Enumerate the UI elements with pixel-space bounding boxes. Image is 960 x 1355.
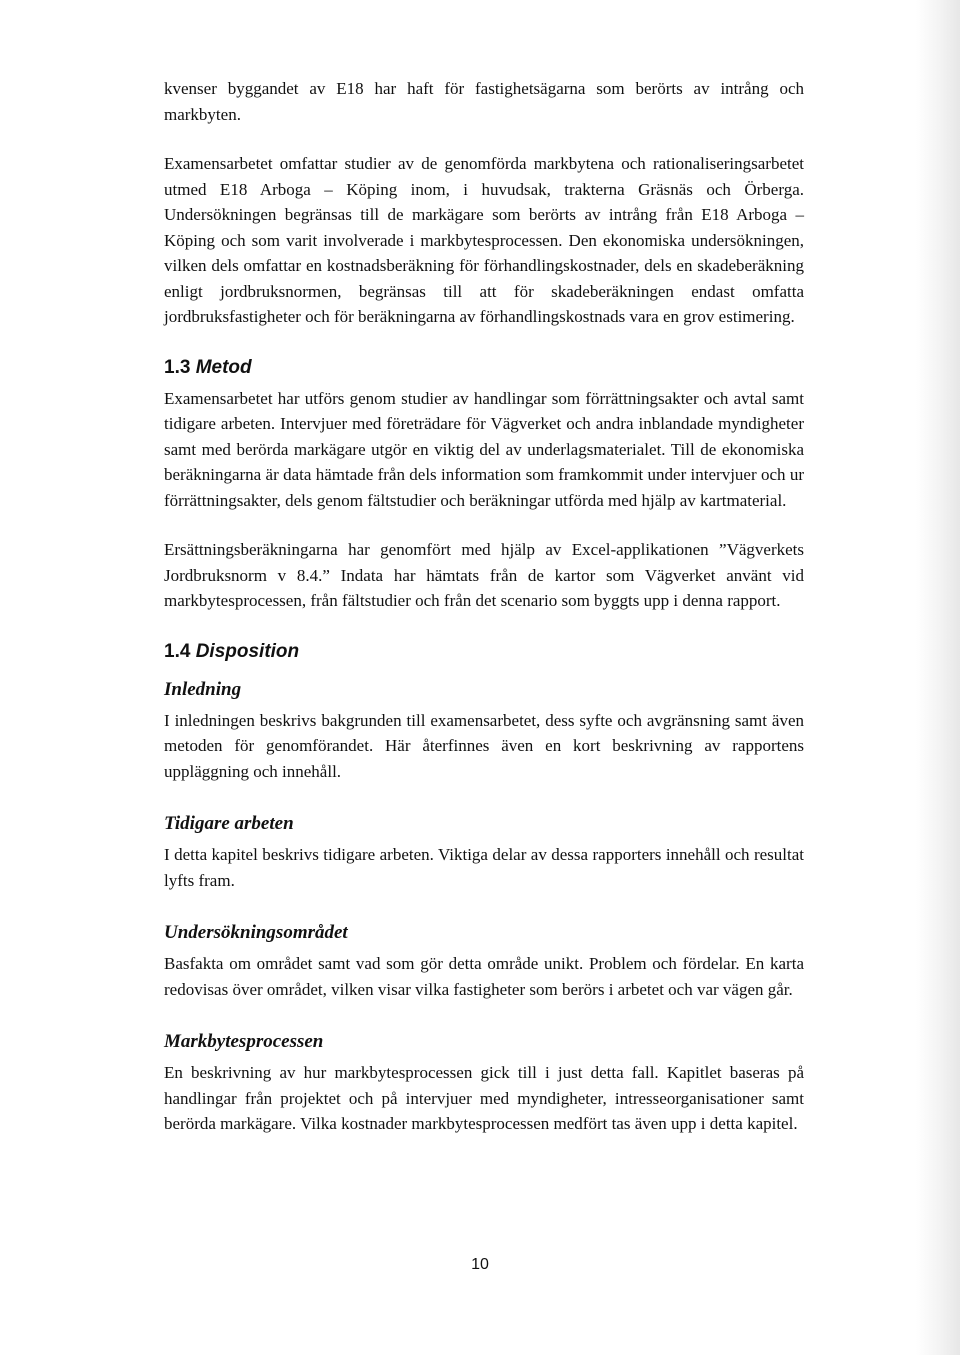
subsection-heading-markbytesprocessen: Markbytesprocessen [164, 1031, 324, 1052]
subsection-text-inledning: I inledningen beskrivs bakgrunden till examensarbetet, dess syfte och avgränsning samt även metoden för genomförandet. Här återfinnes även en kort beskrivning av rapportens uppläggning och innehåll. [164, 710, 804, 781]
page-number: 10 [471, 1256, 489, 1273]
subsection-heading-inledning: Inledning [164, 678, 242, 700]
section-number: 1.3 [164, 356, 191, 378]
subsection-text-tidigare-arbeten: I detta kapitel beskrivs tidigare arbeten. Viktiga delar av dessa rapporters innehåll och resultat lyfts fram. [164, 845, 804, 890]
section-title: Metod [195, 356, 252, 378]
page-content [164, 76, 804, 1137]
section-heading-disposition [164, 640, 804, 664]
section-title: Disposition [195, 640, 300, 662]
subsection-text-undersokningsomradet: Basfakta om området samt vad som gör detta område unikt. Problem och fördelar. En karta redovisas över området, vilken visar vilka fastigheter som berörs i arbetet och var vägen går. [164, 954, 804, 999]
intro-paragraph-1: kvenser byggandet av E18 har haft för fastighetsägarna som berörts av intrång och markbyten. [164, 79, 804, 124]
section-number: 1.4 [164, 640, 191, 662]
metod-paragraph-2: Ersättningsberäkningarna har genomfört med hjälp av Excel-applikationen ”Vägverkets Jordbruksnorm v 8.4.” Indata har hämtats från de kartor som Vägverket använt vid markbytesprocessen, från fältstudier och från det scenario som byggts upp i denna rapport. [164, 540, 804, 610]
subsection-heading-tidigare-arbeten: Tidigare arbeten [164, 813, 294, 834]
intro-paragraph-2: Examensarbetet omfattar studier av de genomförda markbytena och rationaliseringsarbetet utmed E18 Arboga – Köping inom, i huvudsak, trakterna Gräsnäs och Örberga. Undersökningen begränsas till de markägare som berörts av intrång från E18 Arboga – Köping och som varit involverade i markbytesprocessen. Den ekonomiska undersökningen, vilken dels omfattar en kostnadsberäkning för förhandlingskostnader, dels en skadeberäkning enligt jordbruksnormen, begränsas till att för skadeberäkningen endast omfatta jordbruksfastigheter och för beräkningarna av förhandlingskostnads vara en grov estimering. [164, 154, 804, 326]
scan-edge-shadow [916, 0, 960, 1355]
section-heading-metod [164, 356, 804, 380]
subsection-text-markbytesprocessen: En beskrivning av hur markbytesprocessen gick till i just detta fall. Kapitlet baseras på handlingar från projektet och på intervjuer med myndigheter, intresseorganisationer samt berörda markägare. Vilka kostnader markbytesprocessen medfört tas även upp i detta kapitel. [164, 1063, 804, 1133]
subsection-heading-undersokningsomradet: Undersökningsområdet [164, 922, 348, 943]
metod-paragraph-1: Examensarbetet har utförs genom studier av handlingar som förrättningsakter och avtal samt tidigare arbeten. Intervjuer med företrädare för Vägverket och andra inblandade myndigheter samt med berörda markägare utgör en viktig del av underlagsmaterialet. Till de ekonomiska beräkningarna är data hämtade från dels information som framkommit under intervjuer och ur förrättningsakter, dels genom fältstudier och beräkningar utförda med hjälp av kartmaterial. [164, 388, 804, 510]
